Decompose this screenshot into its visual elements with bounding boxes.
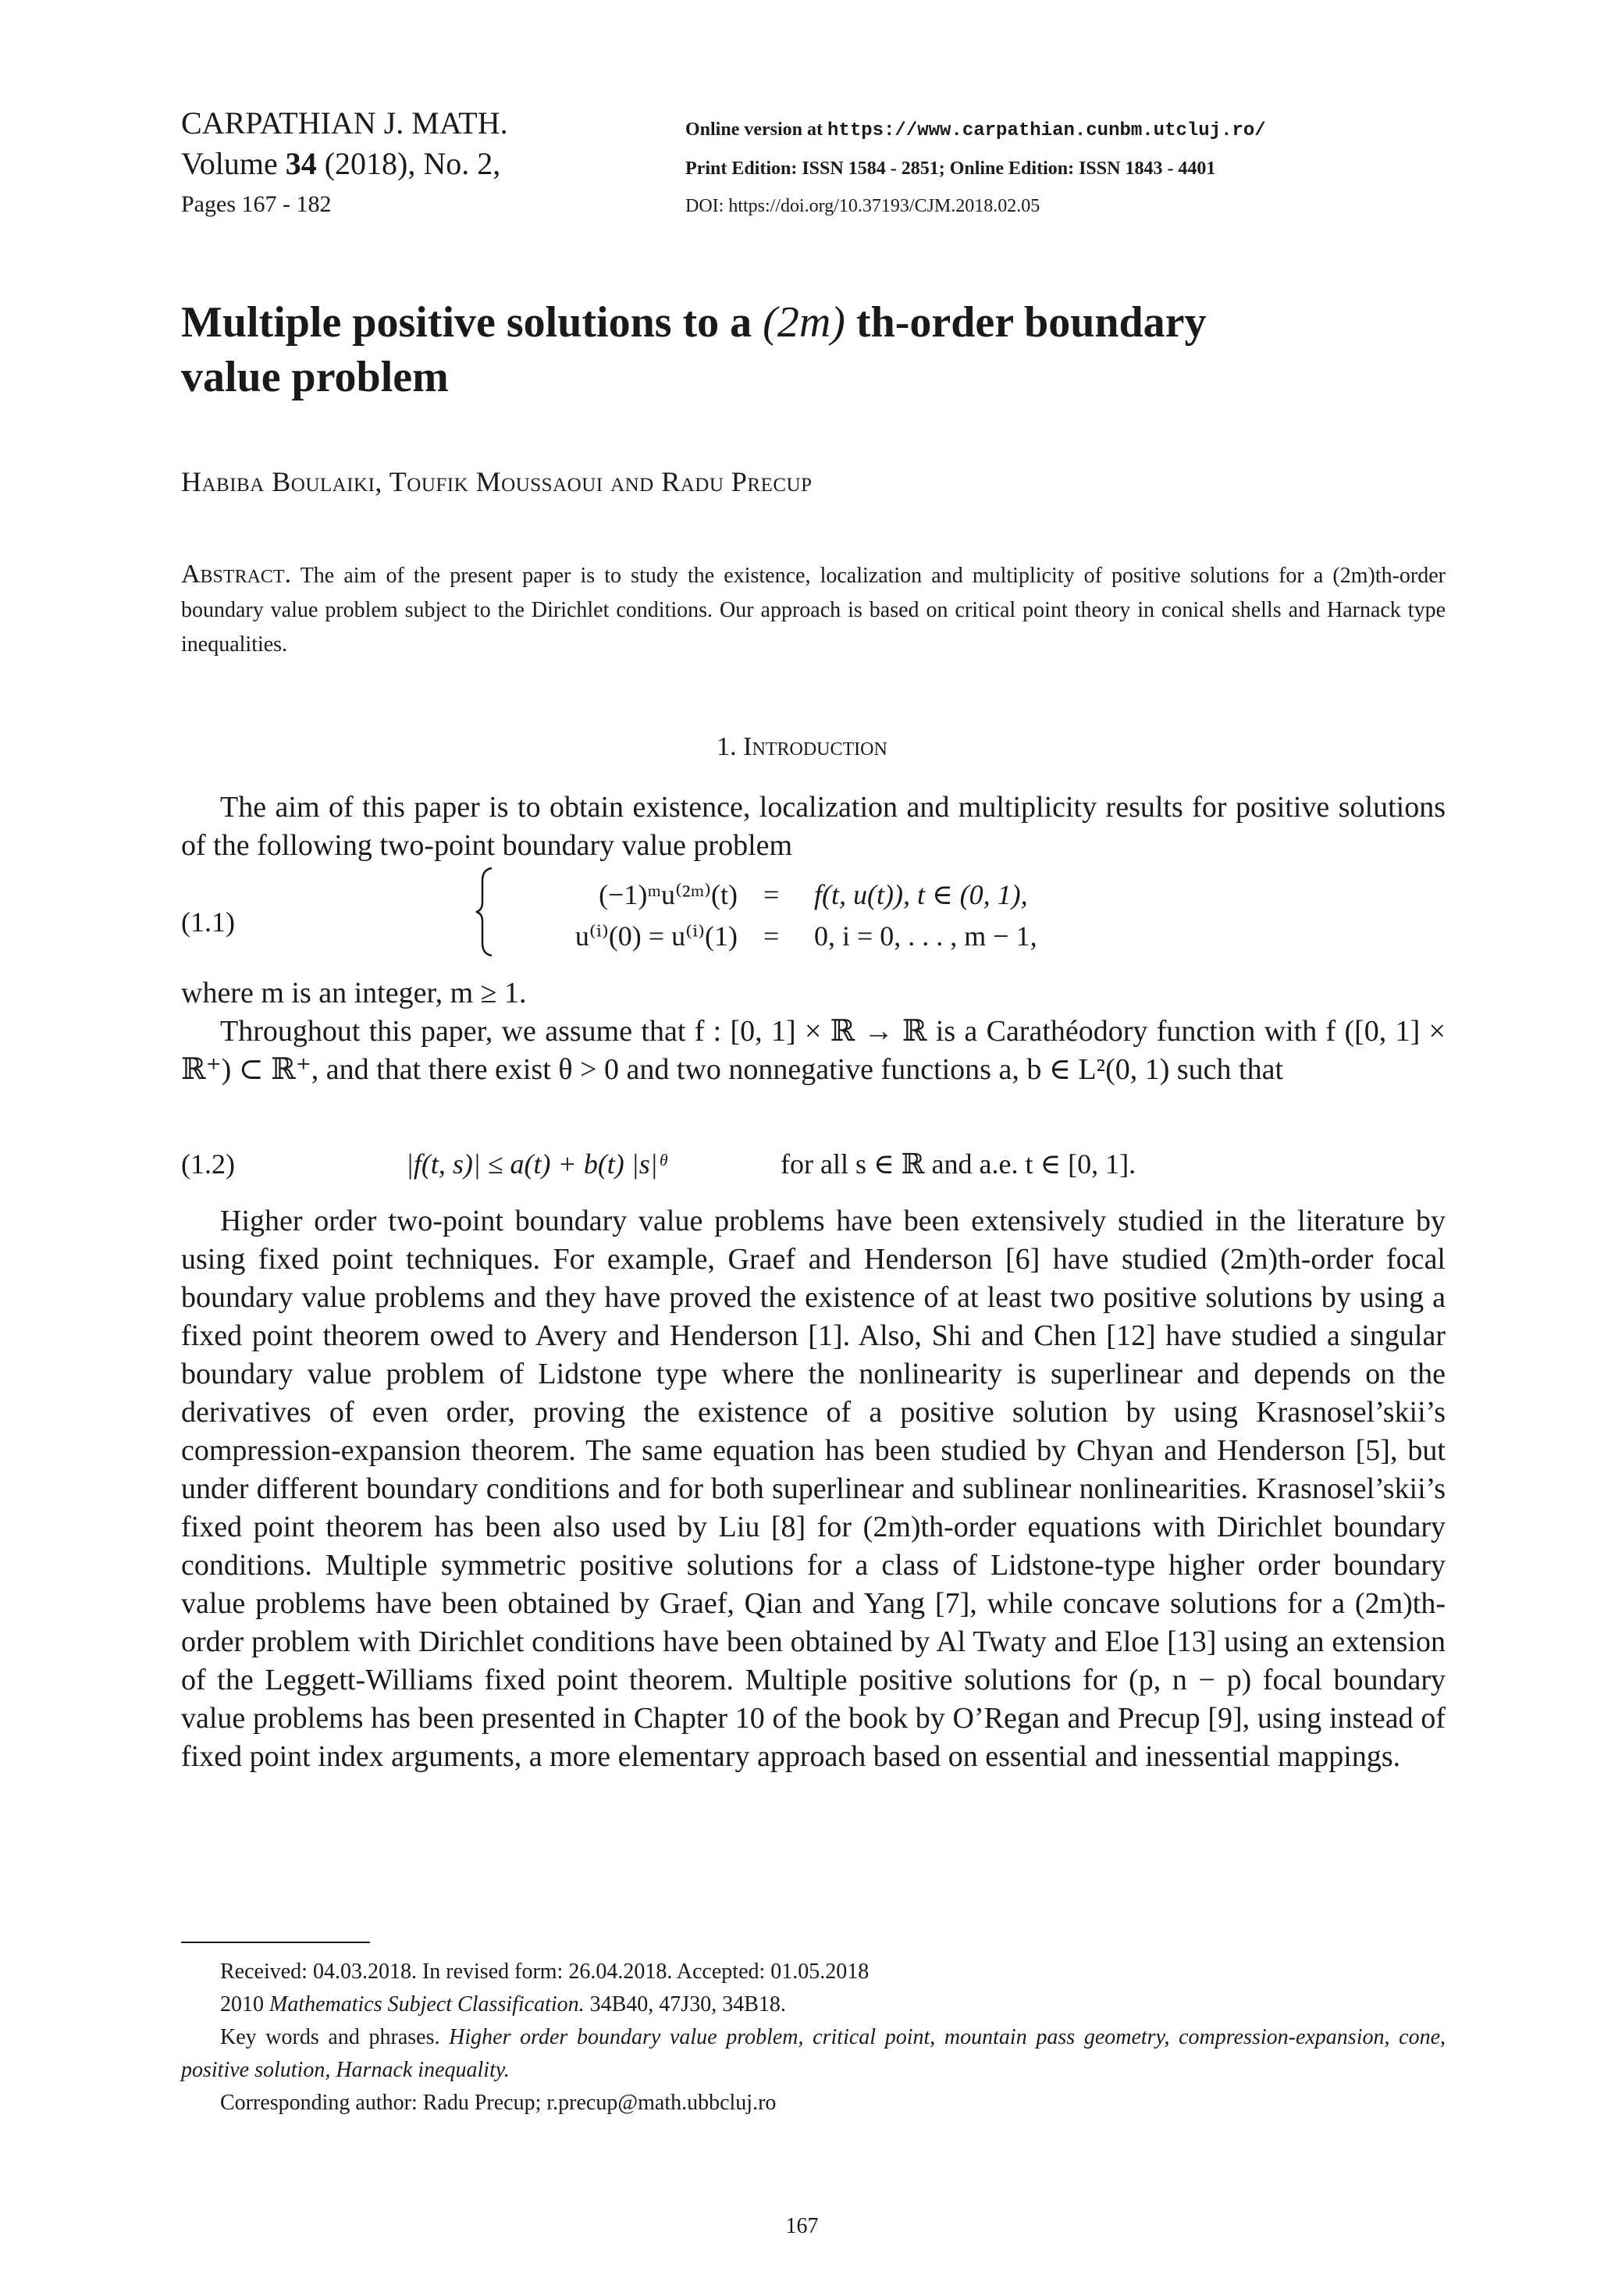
equation-1-2-label: (1.2) [181,1148,235,1180]
abstract-label: Abstract. [181,560,292,589]
title-line-2: value problem [181,353,449,401]
eq12-expression: |f(t, s)| ≤ a(t) + b(t) |s|ᶿ [406,1148,666,1180]
msc-codes: 34B40, 47J30, 34B18. [584,1992,786,2017]
journal-name: CARPATHIAN J. MATH. [181,105,508,141]
footnote-rule [181,1942,370,1943]
keywords-label: Key words and phrases. [220,2025,450,2049]
doi-line[interactable]: DOI: https://doi.org/10.37193/CJM.2018.02.05 [685,196,1040,216]
section-heading: 1. Introduction [717,732,887,761]
eq11-row2-eq: = [763,920,780,952]
abstract-text: The aim of the present paper is to study the existence, localization and multiplicity of positive solutions for a (2m)th-order boundary value problem subject to the Dirichlet conditions. Our approach is based on critical point theory in conical shells and Harnack type inequalities. [181,564,1446,657]
eq11-row2-rhs: 0, i = 0, . . . , m − 1, [814,920,1037,952]
title-math: (2m) [763,298,845,347]
online-version [685,111,1266,150]
msc-prefix: 2010 [220,1992,269,2017]
intro-paragraph [181,788,1446,865]
msc-label: Mathematics Subject Classification. [269,1992,585,2017]
issn-line [685,150,1266,187]
authors: Habiba Boulaiki, Toufik Moussaoui and Radu Precup [181,466,813,497]
keywords-text: Higher order boundary value problem, critical point, mountain pass geometry, compression-expansion, cone, positive solution, Harnack inequality. [181,2025,1446,2082]
page-number: 167 [785,2214,819,2238]
volume-suffix: (2018), No. 2, [316,146,501,181]
paragraph-1: The aim of this paper is to obtain existence, localization and multiplicity results for positive solutions of the following two-point boundary value problem [181,791,1446,862]
equation-1-1-label: (1.1) [181,906,235,938]
msc-line [181,1988,1446,2021]
equation-brace [473,865,496,963]
abstract [181,557,1446,662]
issn-text: Print Edition: ISSN 1584 - 2851; Online Edition: ISSN 1843 - 4401 [685,158,1216,179]
paper-title [181,295,1430,404]
online-prefix: Online version at [685,119,828,140]
eq11-row1-lhs: (−1)ᵐu⁽²ᵐ⁾(t) [599,879,738,910]
journal-pages: Pages 167 - 182 [181,191,332,217]
paragraph-3: Higher order two-point boundary value problems have been extensively studied in the literature by using fixed point techniques. For example, Graef and Henderson [6] have studied (2m)th-order focal boundary value problems and they have proved the existence of at least two positive solutions by using a fixed point theorem owed to Avery and Henderson [1]. Also, Shi and Chen [12] have studied a singular boundary value problem of Lidstone type where the nonlinearity is superlinear and depends on the derivatives of even order, proving the existence of a positive solution by using Krasnosel’skii’s compression-expansion theorem. The same equation has been studied by Chyan and Henderson [5], but under different boundary conditions and for both superlinear and sublinear nonlinearities. Krasnosel’skii’s fixed point theorem has been also used by Liu [8] for (2m)th-order equations with Dirichlet boundary conditions. Multiple symmetric positive solutions for a class of Lidstone-type higher order boundary value problems have been obtained by Graef, Qian and Yang [7], while concave solutions for a (2m)th-order problem with Dirichlet conditions have been obtained by Al Twaty and Eloe [13] using an extension of the Leggett-Williams fixed point theorem. Multiple positive solutions for (p, n − p) focal boundary value problems has been presented in Chapter 10 of the book by O’Regan and Precup [9], using instead of fixed point index arguments, a more elementary approach based on essential and inessential mappings. [181,1205,1446,1773]
title-part-a: Multiple positive solutions to a [181,298,763,347]
online-url[interactable]: https://www.carpathian.cunbm.utcluj.ro/ [827,120,1266,141]
title-line-1 [181,295,1430,350]
corresponding-author: Corresponding author: Radu Precup; r.precup@math.ubbcluj.ro [220,2091,777,2115]
brace-svg [473,865,496,959]
volume-number: 34 [285,146,317,181]
paragraph-2: Throughout this paper, we assume that f : [0, 1] × ℝ → ℝ is a Carathéodory function with f ([0, 1] × ℝ⁺) ⊂ ℝ⁺, and that there exist θ > 0 and two nonnegative functions a, b ∈ L²(0, 1) such that [181,1015,1446,1086]
journal-header [181,103,508,225]
literature-paragraph [181,1202,1446,1776]
eq11-row2-lhs: u⁽ⁱ⁾(0) = u⁽ⁱ⁾(1) [574,920,738,952]
where-line: where m is an integer, m ≥ 1. [181,977,527,1009]
title-part-b: th-order boundary [845,298,1207,347]
eq11-row1-eq: = [763,879,780,910]
journal-volume [181,144,508,184]
footnotes [181,1956,1446,2120]
eq11-row1-rhs: f(t, u(t)), t ∈ (0, 1), [814,879,1028,910]
received-dates: Received: 04.03.2018. In revised form: 26.04.2018. Accepted: 01.05.2018 [220,1960,870,1984]
edition-info [685,111,1266,225]
keywords-line [181,2021,1446,2087]
eq12-condition: for all s ∈ ℝ and a.e. t ∈ [0, 1]. [781,1148,1136,1180]
assumption-paragraph [181,1013,1446,1089]
volume-prefix: Volume [181,146,286,181]
